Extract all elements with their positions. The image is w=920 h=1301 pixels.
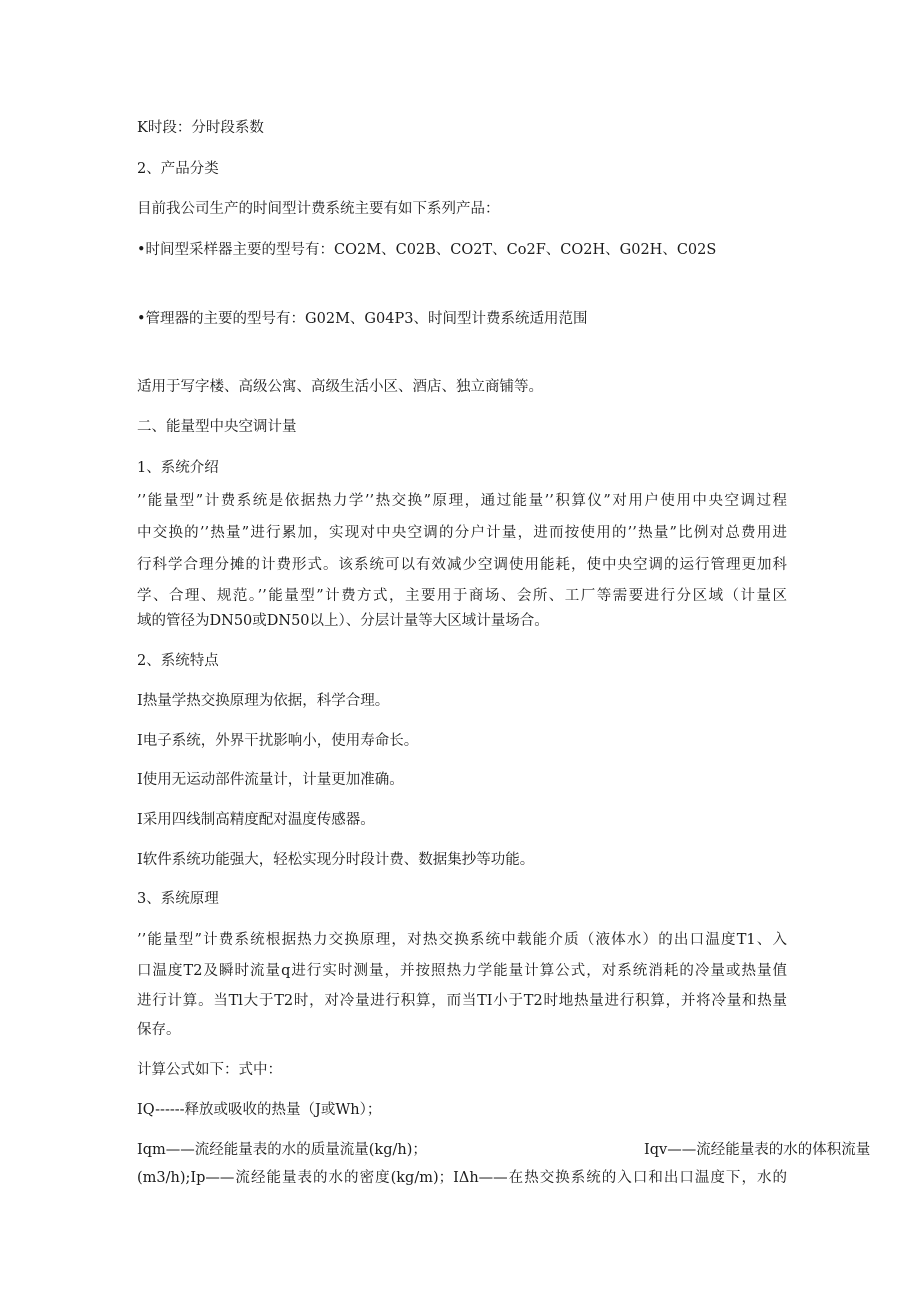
- intro-paragraph-line: ’’能量型”计费系统是依据热力学’’热交换”原理，通过能量’’积算仪”对用户使用中央空调过程: [137, 493, 787, 509]
- formula-terms-row: (m3/h);Ip——流经能量表的水的密度(kg/m)；IΔh——在热交换系统的入口和出口温度下，水的: [137, 1170, 787, 1186]
- heading-system-features: 2、系统特点: [137, 653, 219, 669]
- intro-paragraph-line: 行科学合理分摊的计费形式。该系统可以有效减少空调使用能耗，使中央空调的运行管理更加科: [137, 557, 787, 573]
- feature-item: I热量学热交换原理为依据，科学合理。: [137, 693, 390, 709]
- heading-energy-metering: 二、能量型中央空调计量: [137, 419, 297, 435]
- formula-terms-row: [137, 1140, 871, 1160]
- feature-item: I软件系统功能强大，轻松实现分时段计费、数据集抄等功能。: [137, 852, 535, 868]
- principle-paragraph-line: 口温度T2及瞬时流量q进行实时测量，并按照热力学能量计算公式，对系统消耗的冷量或热量值: [137, 963, 787, 979]
- feature-item: I使用无运动部件流量计，计量更加准确。: [137, 772, 404, 788]
- formula-term-qv: Iqv——流经能量表的水的体积流量: [644, 1142, 871, 1158]
- k-period-definition: K时段：分时段系数: [137, 120, 264, 136]
- heading-product-classification: 2、产品分类: [137, 161, 219, 177]
- intro-paragraph-line: 域的管径为DN50或DN50以上）、分层计量等大区域计量场合。: [137, 613, 549, 629]
- formula-term-q: IQ------释放或吸收的热量（J或Wh）；: [137, 1102, 382, 1118]
- formula-term-qm: Iqm——流经能量表的水的质量流量(kg/h)；: [137, 1142, 427, 1158]
- manager-models: •管理器的主要的型号有：G02M、G04P3、时间型计费系统适用范围: [137, 311, 588, 327]
- heading-system-intro: 1、系统介绍: [137, 460, 219, 476]
- intro-paragraph-line: 学、合理、规范。’’能量型”计费方式，主要用于商场、会所、工厂等需要进行分区域（计量区: [137, 588, 787, 604]
- intro-products: 目前我公司生产的时间型计费系统主要有如下系列产品：: [137, 201, 500, 217]
- principle-paragraph-line: 保存。: [137, 1022, 181, 1038]
- formula-intro: 计算公式如下：式中：: [137, 1062, 282, 1078]
- intro-paragraph-line: 中交换的’’热量”进行累加，实现对中央空调的分户计量，进而按使用的’’热量”比例对总费用进: [137, 525, 787, 541]
- principle-paragraph-line: ’’能量型”计费系统根据热力交换原理，对热交换系统中载能介质（液体水）的出口温度T1、入: [137, 932, 787, 948]
- heading-system-principle: 3、系统原理: [137, 891, 219, 907]
- principle-paragraph-line: 进行计算。当Tl大于T2时，对冷量进行积算，而当TI小于T2时地热量进行积算，并将冷量和热量: [137, 993, 787, 1009]
- application-scope: 适用于写字楼、高级公寓、高级生活小区、酒店、独立商铺等。: [137, 379, 543, 395]
- sampler-models: •时间型采样器主要的型号有：CO2M、C02B、CO2T、Co2F、CO2H、G02H、C02S: [137, 242, 717, 258]
- feature-item: I采用四线制高精度配对温度传感器。: [137, 812, 375, 828]
- feature-item: I电子系统，外界干扰影响小，使用寿命长。: [137, 733, 419, 749]
